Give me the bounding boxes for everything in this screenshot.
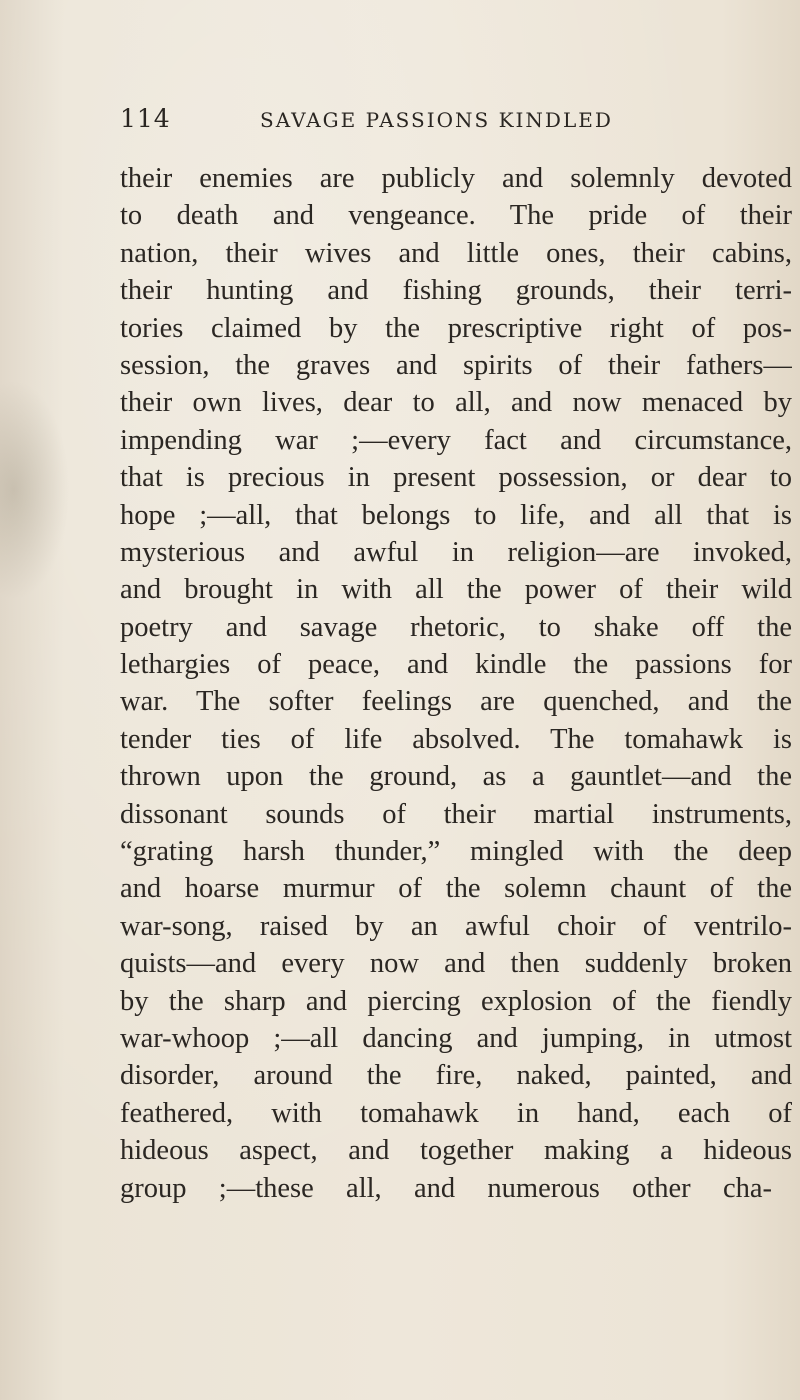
page-stain bbox=[0, 380, 70, 600]
text-line: impending war ;—every fact and circumstance, bbox=[120, 424, 792, 456]
text-line: nation, their wives and little ones, their cabins, bbox=[120, 237, 792, 269]
text-line: war-song, raised by an awful choir of ventrilo- bbox=[120, 910, 792, 942]
text-line: quists—and every now and then suddenly broken bbox=[120, 948, 792, 980]
text-line: by the sharp and piercing explosion of the fiendly bbox=[120, 985, 792, 1017]
text-line: dissonant sounds of their martial instruments, bbox=[120, 798, 792, 830]
text-line: tender ties of life absolved. The tomahawk is bbox=[120, 723, 792, 755]
text-line: and hoarse murmur of the solemn chaunt of the bbox=[120, 873, 792, 905]
text-line: hideous aspect, and together making a hideous bbox=[120, 1135, 792, 1167]
text-line: tories claimed by the prescriptive right of pos- bbox=[120, 312, 792, 344]
text-line: their enemies are publicly and solemnly devoted bbox=[120, 163, 792, 194]
text-line: that is precious in present possession, or dear to bbox=[120, 462, 792, 494]
page-number: 114 bbox=[120, 104, 171, 133]
text-line: their own lives, dear to all, and now menaced by bbox=[120, 387, 792, 419]
text-line: session, the graves and spirits of their fathers— bbox=[120, 349, 792, 381]
text-line: “grating harsh thunder,” mingled with the deep bbox=[120, 836, 792, 868]
text-line: hope ;—all, that belongs to life, and all that is bbox=[120, 499, 792, 531]
text-line: to death and vengeance. The pride of their bbox=[120, 200, 792, 232]
text-line: war. The softer feelings are quenched, and the bbox=[120, 686, 792, 718]
text-line: poetry and savage rhetoric, to shake off the bbox=[120, 611, 792, 643]
text-line: war-whoop ;—all dancing and jumping, in utmost bbox=[120, 1022, 792, 1054]
text-line: disorder, around the fire, naked, painted, and bbox=[120, 1060, 792, 1092]
text-line: and brought in with all the power of their wild bbox=[120, 574, 792, 606]
text-line: lethargies of peace, and kindle the passions for bbox=[120, 649, 792, 681]
text-line: thrown upon the ground, as a gauntlet—and the bbox=[120, 761, 792, 793]
body-text bbox=[120, 160, 792, 1207]
text-line: their hunting and fishing grounds, their terri- bbox=[120, 275, 792, 307]
text-line: group ;—these all, and numerous other cha- bbox=[120, 1172, 772, 1204]
running-head bbox=[120, 104, 720, 144]
running-title: SAVAGE PASSIONS KINDLED bbox=[260, 108, 613, 132]
text-line: feathered, with tomahawk in hand, each of bbox=[120, 1097, 792, 1129]
text-line: mysterious and awful in religion—are invoked, bbox=[120, 536, 792, 568]
